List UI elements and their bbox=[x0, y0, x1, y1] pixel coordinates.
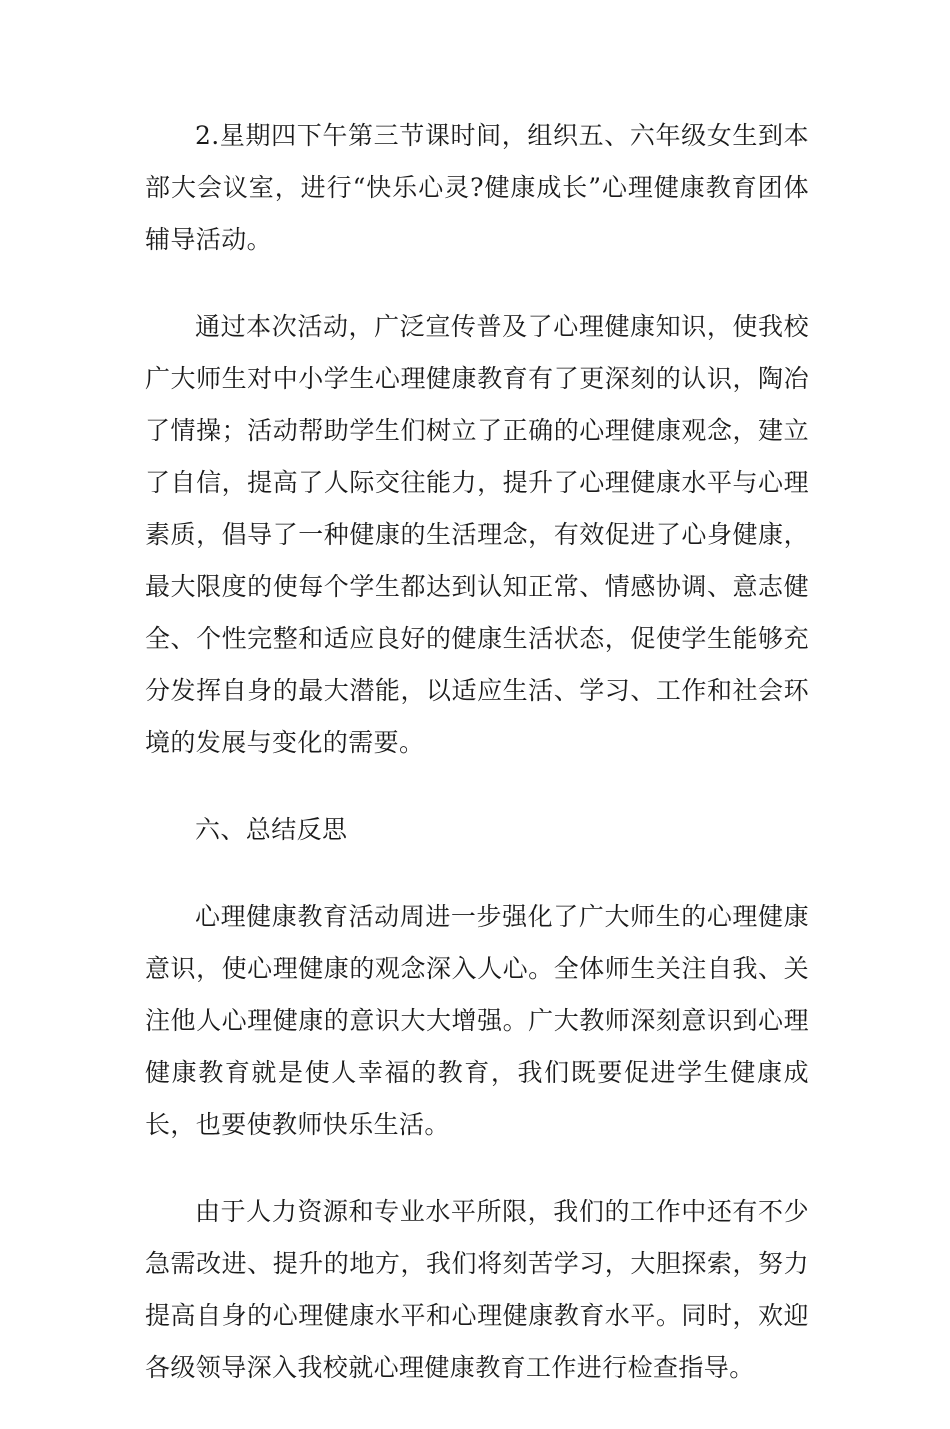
paragraph-improvement: 由于人力资源和专业水平所限，我们的工作中还有不少急需改进、提升的地方，我们将刻苦学习，大胆探索，努力提高自身的心理健康水平和心理健康教育水平。同时，欢迎各级领导深入我校就心理健康教育工作进行检查指导。 bbox=[145, 1197, 809, 1382]
paragraph-summary: 心理健康教育活动周进一步强化了广大师生的心理健康意识，使心理健康的观念深入人心。全体师生关注自我、关注他人心理健康的意识大大增强。广大教师深刻意识到心理健康教育就是使人幸福的教育，我们既要促进学生健康成长，也要使教师快乐生活。 bbox=[145, 902, 809, 1139]
paragraph-activity-outcome: 通过本次活动，广泛宣传普及了心理健康知识，使我校广大师生对中小学生心理健康教育有了更深刻的认识，陶冶了情操；活动帮助学生们树立了正确的心理健康观念，建立了自信，提高了人际交往能力，提升了心理健康水平与心理素质，倡导了一种健康的生活理念，有效促进了心身健康，最大限度的使每个学生都达到认知正常、情感协调、意志健全、个性完整和适应良好的健康生活状态，促使学生能够充分发挥自身的最大潜能，以适应生活、学习、工作和社会环境的发展与变化的需要。 bbox=[145, 312, 809, 757]
paragraph-activity-2: 2.星期四下午第三节课时间，组织五、六年级女生到本部大会议室，进行“快乐心灵?健康成长”心理健康教育团体辅导活动。 bbox=[145, 121, 809, 254]
document-body bbox=[145, 110, 809, 1429]
section-heading: 六、总结反思 bbox=[195, 815, 348, 844]
